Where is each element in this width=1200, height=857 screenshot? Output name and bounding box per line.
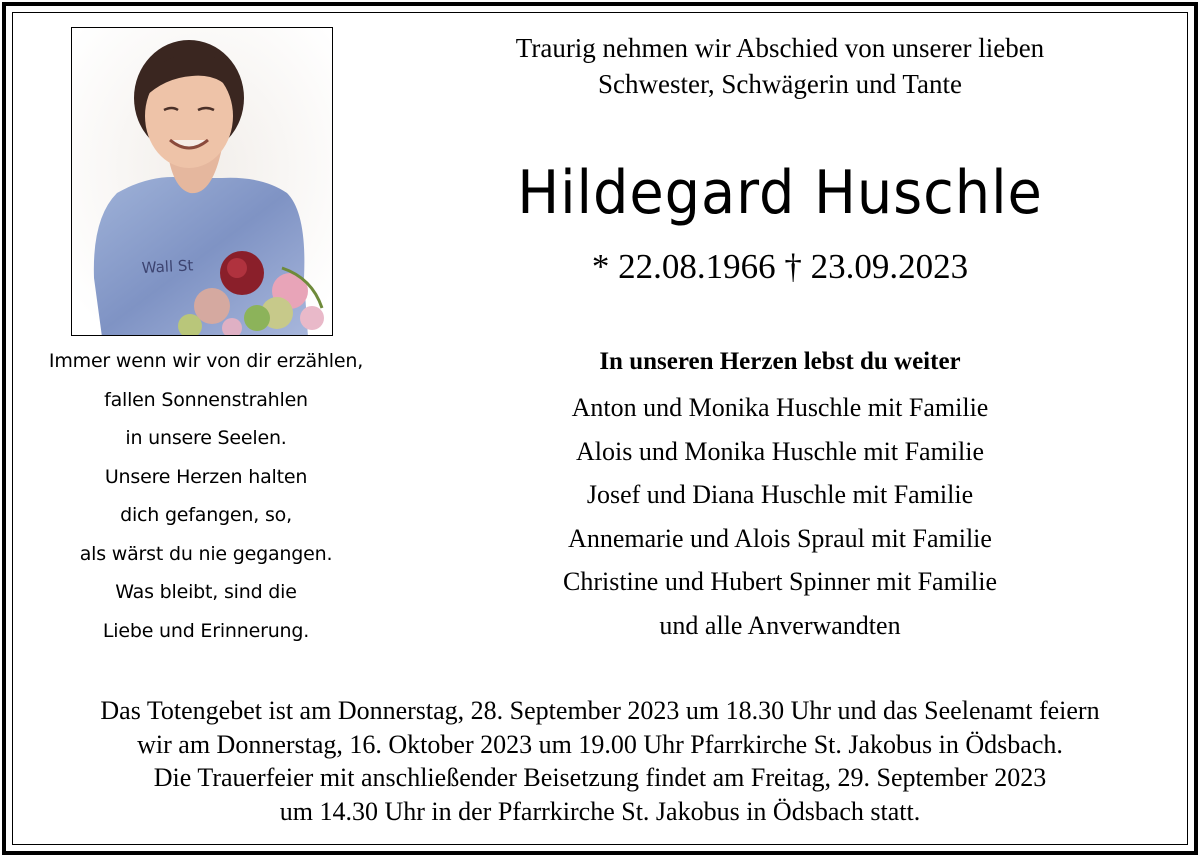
- poem-line: als wärst du nie gegangen.: [79, 542, 333, 565]
- mourner-line: Anton und Monika Huschle mit Familie: [571, 393, 989, 422]
- mourner-line: und alle Anverwandten: [659, 610, 901, 640]
- notice-line: wir am Donnerstag, 16. Oktober 2023 um 19.00 Uhr Pfarrkirche St. Jakobus in Ödsbach.: [137, 729, 1063, 759]
- mourners-heading: In unseren Herzen lebst du weiter: [599, 348, 961, 375]
- poem-line: Immer wenn wir von dir erzählen,: [48, 350, 364, 372]
- shirt-print: Wall St: [141, 256, 194, 277]
- poem-line: fallen Sonnenstrahlen: [104, 388, 308, 411]
- portrait-illustration: [72, 28, 333, 336]
- mourner-line: Josef und Diana Huschle mit Familie: [586, 480, 974, 509]
- service-notice: [20, 694, 1180, 828]
- mourner-line: Christine und Hubert Spinner mit Familie: [562, 567, 997, 596]
- deceased-name: Hildegard Huschle: [517, 158, 1043, 228]
- poem: [20, 342, 392, 650]
- portrait-photo: [71, 27, 333, 336]
- notice-line: Die Trauerfeier mit anschließender Beisetzung findet am Freitag, 29. September 2023: [153, 763, 1047, 792]
- poem-line: in unsere Seelen.: [125, 427, 287, 449]
- mourner-line: Annemarie und Alois Spraul mit Familie: [568, 523, 992, 553]
- life-dates: * 22.08.1966 † 23.09.2023: [591, 247, 969, 286]
- intro-line: Schwester, Schwägerin und Tante: [598, 69, 962, 99]
- intro-text: [420, 30, 1140, 102]
- notice-line: um 14.30 Uhr in der Pfarrkirche St. Jakobus in Ödsbach statt.: [279, 796, 921, 826]
- intro-line: Traurig nehmen wir Abschied von unserer lieben: [515, 33, 1045, 63]
- mourners-list: [420, 386, 1140, 647]
- poem-line: Was bleibt, sind die: [115, 581, 297, 603]
- poem-line: dich gefangen, so,: [120, 504, 292, 526]
- mourner-line: Alois und Monika Huschle mit Familie: [575, 436, 985, 466]
- notice-line: Das Totengebet ist am Donnerstag, 28. September 2023 um 18.30 Uhr und das Seelenamt feiern: [100, 696, 1100, 725]
- poem-line: Liebe und Erinnerung.: [102, 619, 310, 642]
- poem-line: Unsere Herzen halten: [104, 465, 308, 488]
